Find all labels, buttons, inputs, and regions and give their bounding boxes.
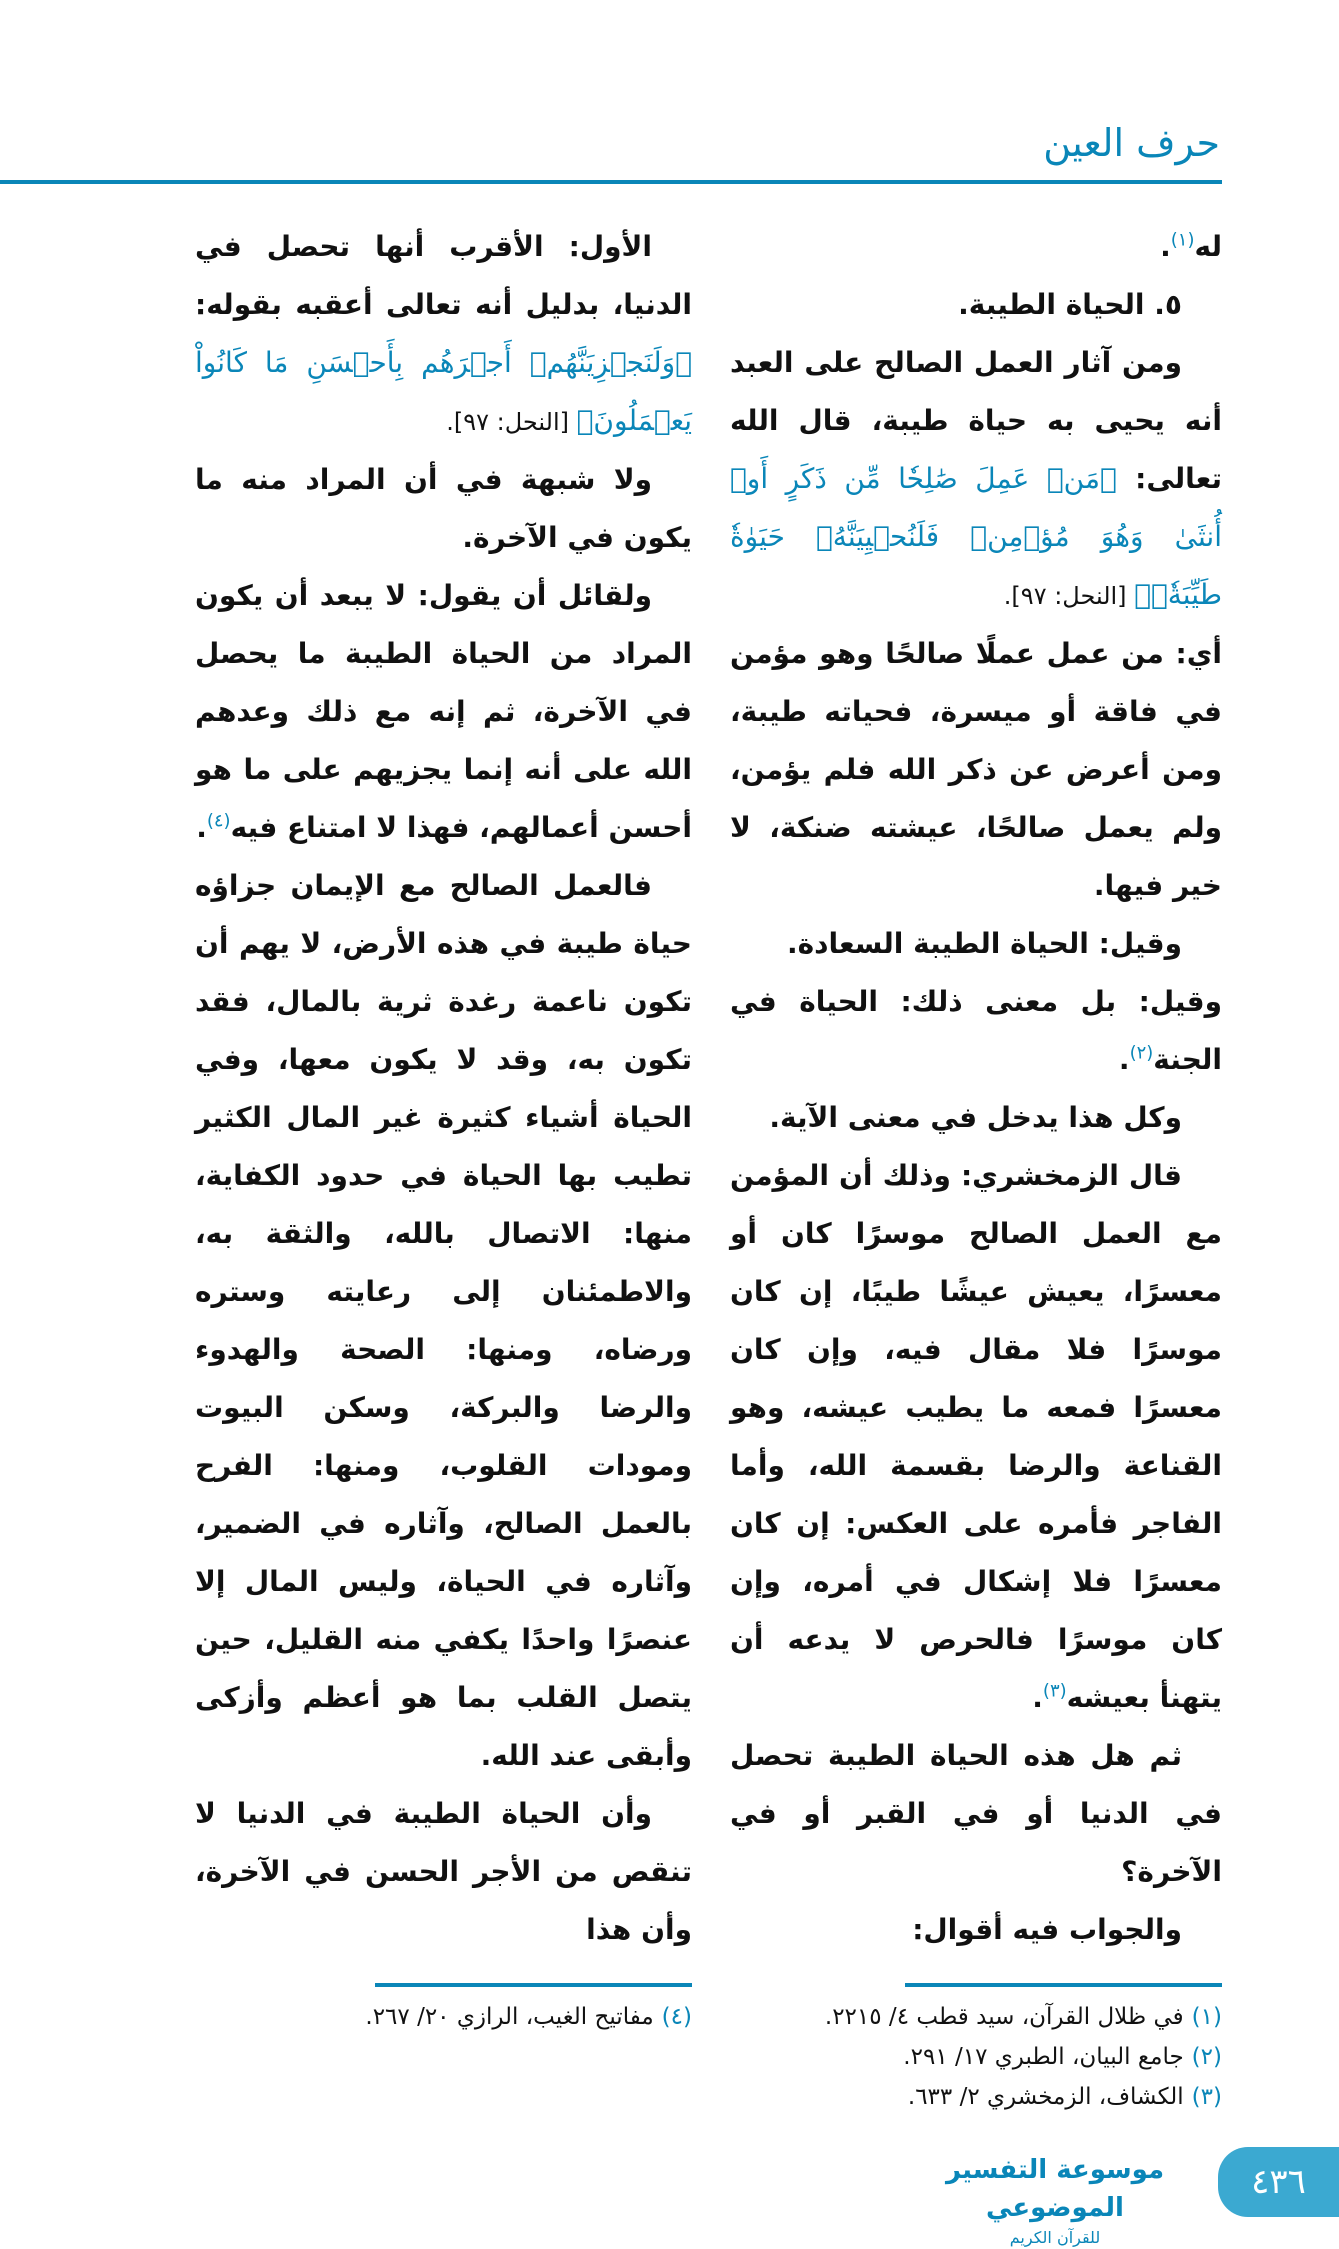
verse-reference: [النحل: ٩٧]. (446, 408, 577, 436)
footnote-text: الكشاف، الزمخشري ٢/ ٦٣٣. (907, 2084, 1184, 2110)
footnote-number: (٢) (1191, 2044, 1222, 2070)
text: قال الزمخشري: وذلك أن المؤمن مع العمل الصالح موسرًا كان أو معسرًا، يعيش عيشًا طيبًا، إن كان موسرًا فلا مقال فيه، وإن كان معسرًا فمعه ما يطيب عيشه، وهو القناعة والرضا بقسمة الله، وأما الفاجر فأمره على العكس: إن كان معسرًا فلا إشكال في أمره، وإن كان موسرًا فالحرص لا يدعه أن يتهنأ بعيشه (730, 1159, 1222, 1714)
footnote-ref[interactable]: (٤) (206, 810, 231, 832)
page-header (0, 0, 1339, 184)
paragraph: والجواب فيه أقوال: (912, 1913, 1182, 1946)
paragraph (195, 218, 692, 451)
paragraph (730, 1147, 1222, 1727)
page-number: ٤٣٦ (1218, 2147, 1339, 2217)
paragraph: أي: من عمل عملًا صالحًا وهو مؤمن في فاقة أو ميسرة، فحياته طيبة، ومن أعرض عن ذكر الله فلم يؤمن، ولم يعمل صالحًا، عيشته ضنكة، لا خير فيها. (730, 637, 1222, 902)
paragraph (195, 567, 692, 857)
paragraph: فالعمل الصالح مع الإيمان جزاؤه حياة طيبة في هذه الأرض، لا يهم أن تكون ناعمة رغدة ثرية بالمال، فقد تكون به، وقد لا يكون معها، وفي الحياة أشياء كثيرة غير المال الكثير تطيب بها الحياة في حدود الكفاية، منها: الاتصال بالله، والثقة به، والاطمئنان إلى رعايته وستره ورضاه، ومنها: الصحة والهدوء والرضا والبركة، وسكن البيوت ومودات القلوب، ومنها: الفرح بالعمل الصالح، وآثاره في الضمير، وآثاره في الحياة، وليس المال إلا عنصرًا واحدًا يكفي منه القليل، حين يتصل القلب بما هو أعظم وأزكى وأبقى عند الله. (195, 869, 692, 1772)
footnotes-left (195, 1997, 692, 2037)
footnote (730, 1997, 1222, 2037)
footnote (195, 1997, 692, 2037)
paragraph: ثم هل هذه الحياة الطيبة تحصل في الدنيا أو في القبر أو في الآخرة؟ (730, 1739, 1222, 1888)
text: . (1118, 1043, 1130, 1076)
right-column (730, 218, 1222, 2117)
footnote-number: (٤) (661, 2004, 692, 2030)
footnote-text: جامع البيان، الطبري ١٧/ ٢٩١. (903, 2044, 1184, 2070)
paragraph (730, 973, 1222, 1089)
footnote-divider (905, 1983, 1222, 1987)
footnote (730, 2077, 1222, 2117)
footnote-ref[interactable]: (١) (1170, 229, 1195, 251)
logo-subtitle: للقرآن الكريم (1009, 2228, 1101, 2247)
paragraph (730, 218, 1222, 276)
header-divider (0, 180, 1222, 184)
footnote-ref[interactable]: (٢) (1129, 1042, 1154, 1064)
paragraph: وقيل: الحياة الطيبة السعادة. (786, 927, 1182, 960)
page-footer (0, 2137, 1339, 2247)
left-column (195, 218, 692, 2037)
footnote-number: (١) (1191, 2004, 1222, 2030)
footnote (730, 2037, 1222, 2077)
encyclopedia-logo (930, 2151, 1180, 2249)
text: الأول: الأقرب أنها تحصل في الدنيا، بدليل أنه تعالى أعقبه بقوله: (195, 230, 692, 321)
section-heading: ٥. الحياة الطيبة. (958, 288, 1182, 321)
body-columns (0, 184, 1339, 2117)
quran-verse: ﴿مَنۡ عَمِلَ صَٰلِحٗا مِّن ذَكَرٍ أَوۡ أُنثَىٰ وَهُوَ مُؤۡمِنٞ فَلَنُحۡيِيَنَّهُۥ حَيَوٰةٗ طَيِّبَةٗۖ﴾ (730, 462, 1222, 611)
footnote-text: مفاتيح الغيب، الرازي ٢٠/ ٢٦٧. (365, 2004, 654, 2030)
footnote-number: (٣) (1191, 2084, 1222, 2110)
quran-verse: ﴿وَلَنَجۡزِيَنَّهُمۡ أَجۡرَهُم بِأَحۡسَنِ مَا كَانُواْ يَعۡمَلُونَ﴾ (195, 346, 692, 437)
logo-title: موسوعة التفسير الموضوعي (945, 2155, 1165, 2223)
chapter-title: حرف العين (1043, 121, 1220, 165)
text: ولقائل أن يقول: لا يبعد أن يكون المراد من الحياة الطيبة ما يحصل في الآخرة، ثم إنه مع ذلك وعدهم الله على أنه إنما يجزيهم على ما هو أحسن أعمالهم، فهذا لا امتناع فيه (195, 579, 692, 844)
text: ومن آثار العمل الصالح على العبد أنه يحيى به حياة طيبة، قال الله تعالى: (730, 346, 1222, 495)
footnote-text: في ظلال القرآن، سيد قطب ٤/ ٢٢١٥. (824, 2004, 1184, 2030)
text: . (1160, 230, 1171, 263)
verse-reference: [النحل: ٩٧]. (1003, 582, 1135, 610)
footnote-ref[interactable]: (٣) (1042, 1680, 1067, 1702)
footnote-divider (375, 1983, 692, 1987)
paragraph: ولا شبهة في أن المراد منه ما يكون في الآخرة. (195, 463, 692, 554)
text: . (196, 811, 207, 844)
footnotes-right (730, 1997, 1222, 2117)
paragraph: وكل هذا يدخل في معنى الآية. (769, 1101, 1182, 1134)
text: وقيل: بل معنى ذلك: الحياة في الجنة (730, 985, 1222, 1076)
paragraph (730, 334, 1222, 625)
text: . (1032, 1681, 1043, 1714)
paragraph: وأن الحياة الطيبة في الدنيا لا تنقص من الأجر الحسن في الآخرة، وأن هذا (195, 1797, 692, 1946)
text: له (1194, 230, 1222, 263)
